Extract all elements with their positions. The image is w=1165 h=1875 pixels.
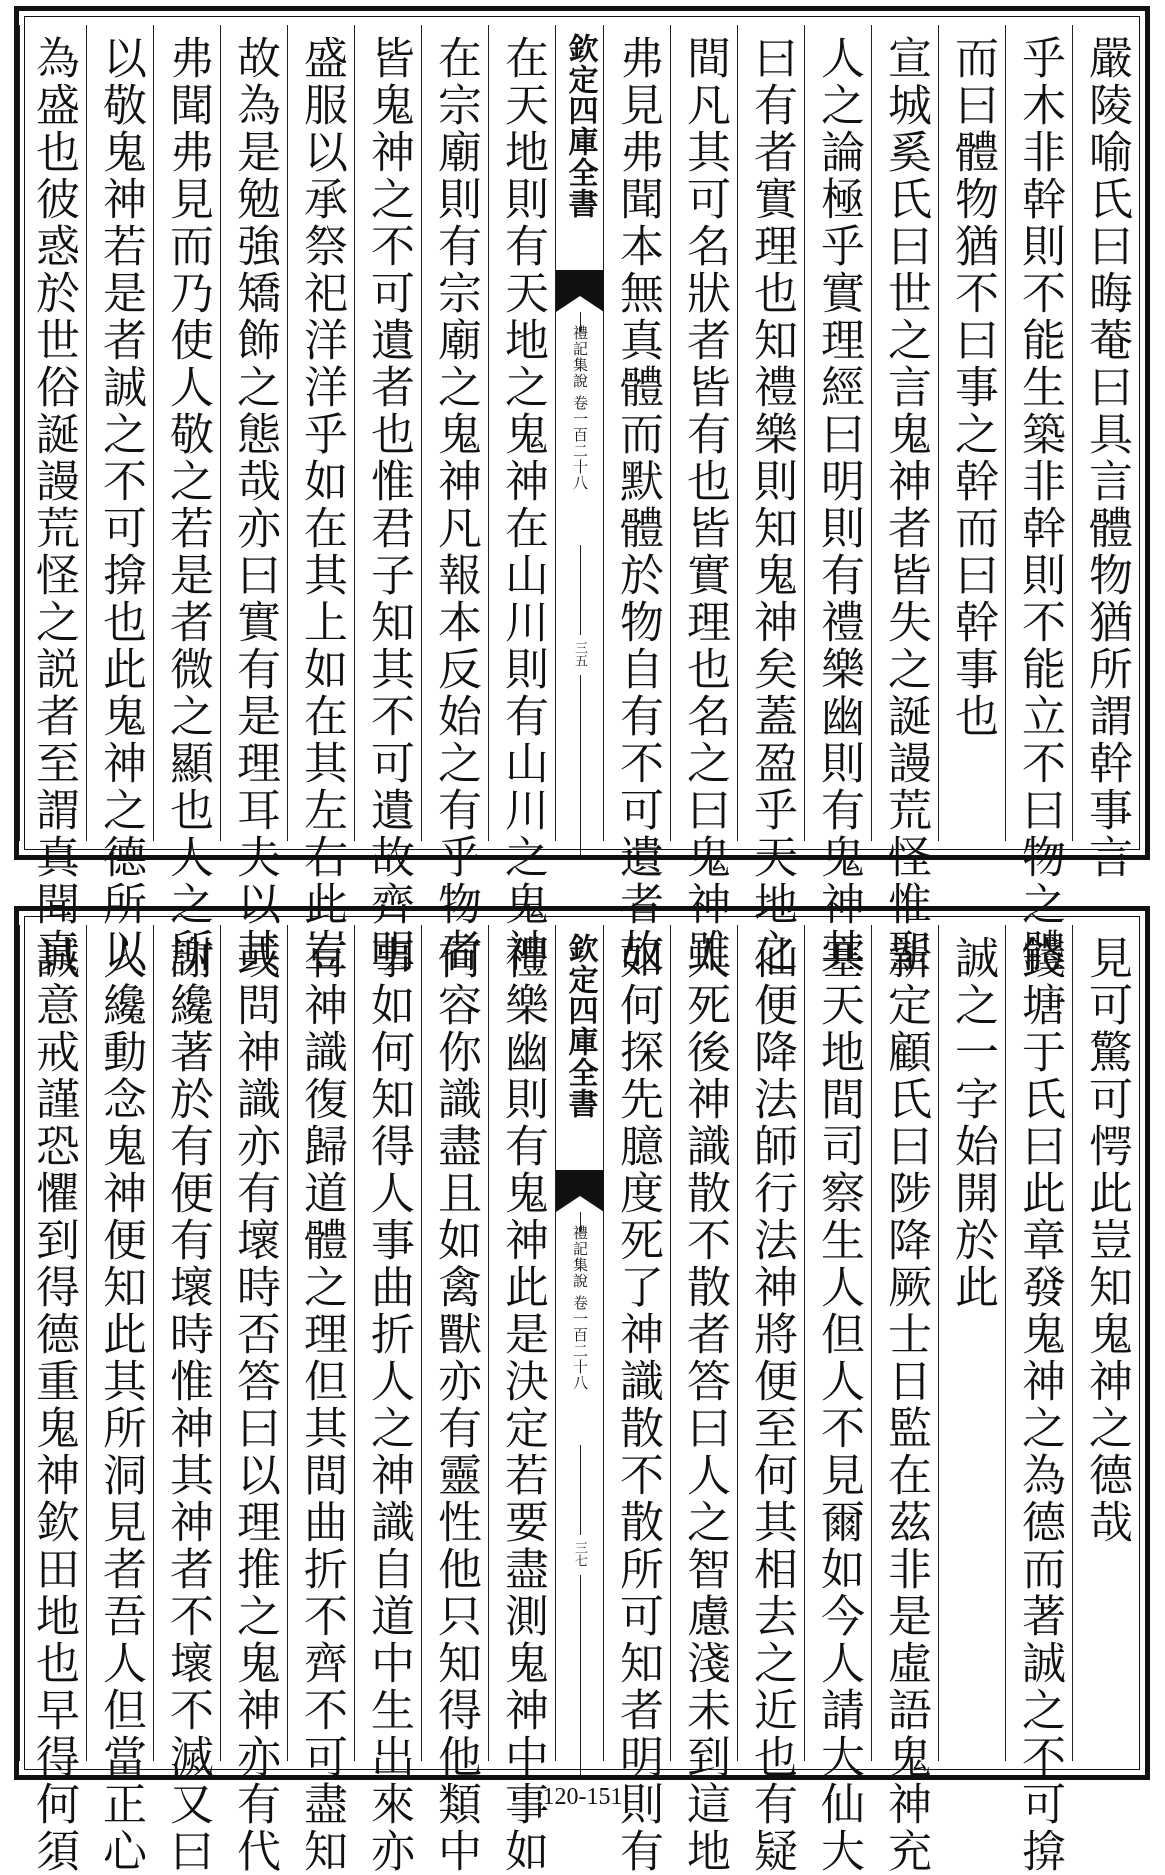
top-banner-volume: 卷一百二十八 <box>571 394 589 491</box>
bottom-banner-book-info <box>556 1225 603 1391</box>
bottom-column-12 <box>287 925 354 1875</box>
bottom-column-7-text: 人死後神識散不散者答曰人之智慮淺未到這地 <box>679 935 730 1875</box>
bottom-column-10-text: 何容你識盡且如禽獸亦有靈性他只知得他類中 <box>430 935 481 1875</box>
top-column-15-text: 以敬鬼神若是者誠之不可揜也此鬼神之德所以 <box>95 35 146 975</box>
bottom-center-banner <box>555 925 603 1761</box>
bottom-column-8 <box>603 925 670 1875</box>
top-column-14-text: 弗聞弗見而乃使人敬之若是者微之顯也人之所 <box>162 35 213 975</box>
bottom-column-4 <box>871 925 938 1875</box>
top-column-13 <box>220 25 287 975</box>
top-banner-title-text: 欽定四庫全書 <box>562 33 598 219</box>
bottom-column-11 <box>354 925 421 1875</box>
top-column-9-text: 在天地則有天地之鬼神在山川則有山川之鬼神 <box>497 35 548 975</box>
top-column-12 <box>287 25 354 975</box>
top-column-16-text: 為盛也彼惑於世俗誕謾荒怪之説者至謂真聞真 <box>28 35 79 975</box>
bottom-column-3 <box>938 925 1005 1761</box>
top-banner-book: 禮記集說 <box>571 325 589 389</box>
bottom-banner-book: 禮記集說 <box>571 1225 589 1289</box>
bottom-column-5 <box>804 925 871 1875</box>
top-column-11 <box>354 25 421 975</box>
top-column-6 <box>737 25 804 975</box>
top-banner-title <box>556 33 603 219</box>
top-column-1 <box>1072 25 1139 881</box>
top-column-7 <box>670 25 737 975</box>
bottom-column-14 <box>153 925 220 1875</box>
top-column-8-text: 弗見弗聞本無真體而默體於物自有不可遺者故 <box>612 35 663 975</box>
top-page-panel <box>14 6 1150 975</box>
top-column-14 <box>153 25 220 975</box>
top-page-inner-frame <box>24 16 1140 975</box>
top-column-11-text: 皆鬼神之不可遺者也惟君子知其不可遺故齊明 <box>363 35 414 975</box>
bottom-column-16-text: 誠意戒謹恐懼到得德重鬼神欽田地也早得何須 <box>28 935 79 1875</box>
bottom-banner-title-text: 欽定四庫全書 <box>562 933 598 1119</box>
bottom-column-15-text: 人纔動念鬼神便知此其所洞見者吾人但當正心 <box>95 935 146 1875</box>
bottom-column-2-text: 錢塘于氏曰此章發鬼神之為德而著誠之不可揜 <box>1014 935 1065 1875</box>
top-column-4 <box>871 25 938 975</box>
top-column-4-text: 宣城奚氏曰世之言鬼神者皆失之誕謾荒怪惟聖 <box>880 35 931 975</box>
bottom-column-7 <box>670 925 737 1875</box>
bottom-column-13 <box>220 925 287 1875</box>
top-column-7-text: 間凡其可名狀者皆有也皆實理也名之曰鬼神雖 <box>679 35 730 975</box>
top-column-6-text: 曰有者實理也知禮樂則知鬼神矣蓋盈乎天地之 <box>746 35 797 975</box>
bottom-column-10 <box>421 925 488 1875</box>
top-column-9 <box>488 25 555 975</box>
top-column-1-text: 嚴陵喻氏曰晦菴曰具言體物猶所謂幹事言 <box>1081 35 1132 881</box>
bottom-column-8-text: 如何探先臆度死了神識散不散所可知者明則有 <box>612 935 663 1875</box>
bottom-column-6 <box>737 925 804 1875</box>
bottom-column-4-text: 新定顧氏曰陟降厥士日監在茲非是虛語鬼神充 <box>880 935 931 1875</box>
bottom-banner-volume: 卷一百二十八 <box>571 1294 589 1391</box>
top-column-3-text: 而曰體物猶不曰事之幹而曰幹事也 <box>947 35 998 740</box>
top-column-8 <box>603 25 670 975</box>
bottom-column-1-text: 見可驚可愕此豈知鬼神之德哉 <box>1081 935 1132 1546</box>
bottom-column-12-text: 有神識復歸道體之理但其間曲折不齊不可盡知 <box>296 935 347 1875</box>
bottom-column-13-text: 或問神識亦有壞時否答曰以理推之鬼神亦有代 <box>229 935 280 1875</box>
bottom-column-16 <box>19 925 86 1875</box>
top-page-number <box>556 641 603 667</box>
top-center-banner <box>555 25 603 841</box>
top-column-5 <box>804 25 871 975</box>
bottom-column-1 <box>1072 925 1139 1761</box>
top-page-number-text: 三五 <box>572 641 587 667</box>
bottom-column-14-text: 謝纔著於有便有壞時惟神其神者不壞不滅又曰 <box>162 935 213 1875</box>
top-column-10 <box>421 25 488 975</box>
bottom-column-9-text: 禮樂幽則有鬼神此是決定若要盡測鬼神中事如 <box>497 935 548 1875</box>
top-column-12-text: 盛服以承祭祀洋洋乎如在其上如在其左右此豈 <box>296 35 347 975</box>
top-column-10-text: 在宗廟則有宗廟之鬼神凡報本反始之有乎物者 <box>430 35 481 975</box>
top-column-5-text: 人之論極乎實理經曰明則有禮樂幽則有鬼神其 <box>813 35 864 975</box>
top-column-13-text: 故為是勉強矯飾之態哉亦曰實有是理耳夫以其 <box>229 35 280 975</box>
bottom-column-15 <box>86 925 153 1875</box>
top-banner-book-info <box>556 325 603 491</box>
bottom-column-6-text: 仙便降法師行法神將便至何其相去之近也有疑 <box>746 935 797 1875</box>
bottom-banner-title <box>556 933 603 1119</box>
top-column-15 <box>86 25 153 975</box>
bottom-column-2 <box>1005 925 1072 1875</box>
bottom-column-11-text: 事如何知得人事曲折人之神識自道中生出來亦 <box>363 935 414 1875</box>
bottom-page-number-text: 三七 <box>572 1541 587 1567</box>
top-column-2-text: 乎木非幹則不能生築非幹則不能立不曰物之體 <box>1014 35 1065 975</box>
fish-tail-ornament-icon <box>556 270 604 312</box>
fish-tail-ornament-icon <box>556 1170 604 1212</box>
bottom-page-number <box>556 1541 603 1567</box>
top-column-2 <box>1005 25 1072 975</box>
page-footer-label: 120-151 <box>542 1784 623 1810</box>
bottom-column-5-text: 塞天地間司察生人但人不見爾如今人請大仙大 <box>813 935 864 1875</box>
top-column-3 <box>938 25 1005 841</box>
bottom-column-3-text: 誠之一字始開於此 <box>947 935 998 1311</box>
bottom-column-9 <box>488 925 555 1875</box>
top-column-16 <box>19 25 86 975</box>
